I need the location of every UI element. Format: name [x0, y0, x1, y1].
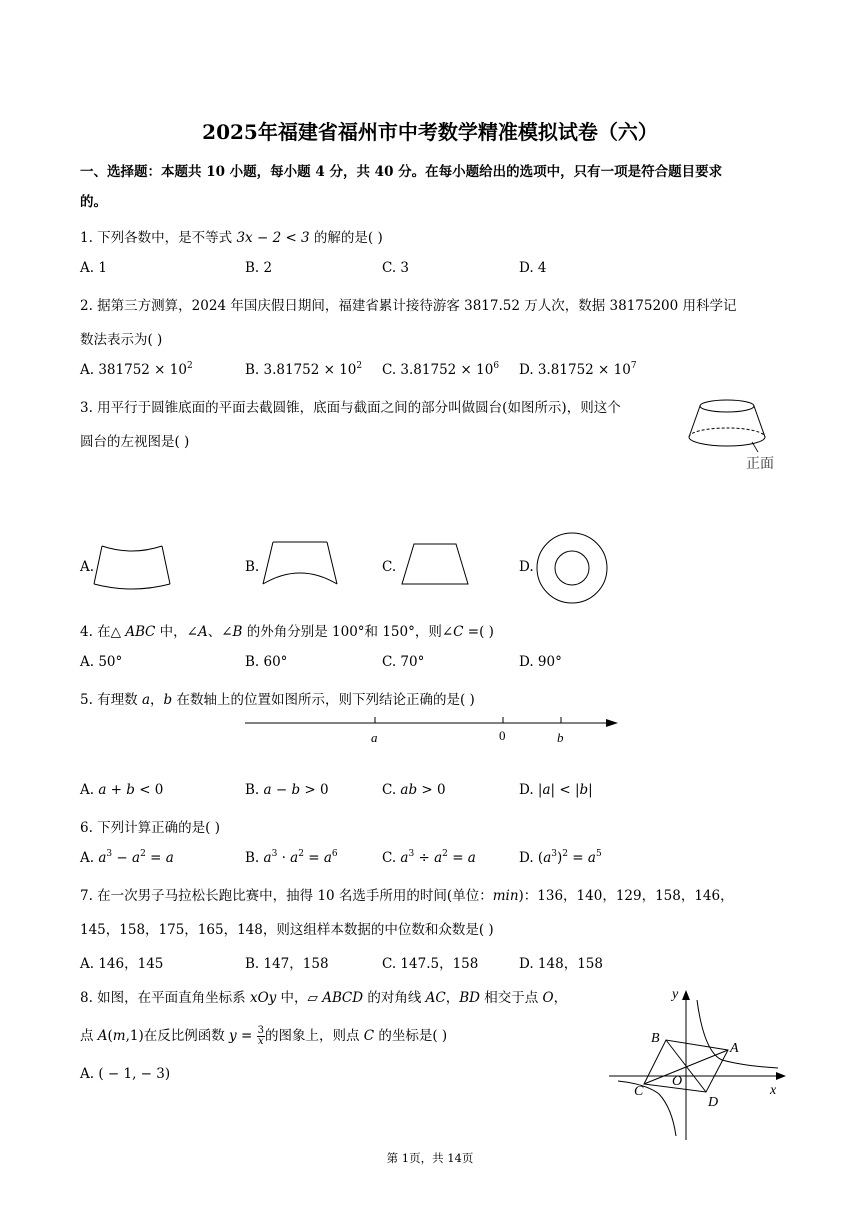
q5-option-a[interactable]: A. 𝑎 + 𝑏 < 0: [80, 782, 164, 798]
x-axis-label: x: [770, 1083, 777, 1098]
q3-option-b[interactable]: B.: [245, 559, 260, 575]
section-heading-cont: 的。: [80, 194, 107, 210]
question-5-stem: 5. 有理数 𝑎，𝑏 在数轴上的位置如图所示，则下列结论正确的是( ): [80, 692, 475, 708]
axis-label-zero: 0: [499, 728, 506, 743]
question-2-stem-cont: 数法表示为( ): [80, 332, 163, 348]
question-4-stem: 4. 在△ 𝐴𝐵𝐶 中，∠𝐴、∠𝐵 的外角分别是 100°和 150°，则∠𝐶 =( ): [80, 624, 494, 640]
q3-option-d[interactable]: D.: [519, 559, 534, 575]
q3-option-a[interactable]: A.: [80, 559, 95, 575]
fraction: $\frac{3}{\text{𝑥}}$: [257, 1025, 264, 1047]
inequality: 3𝑥 − 2 < 3: [236, 230, 310, 246]
question-7-stem-cont: 145，158，175，165，148，则这组样本数据的中位数和众数是( ): [80, 922, 494, 938]
q6-option-a[interactable]: A. 𝑎$^3$ − 𝑎$^2$ = 𝑎: [80, 849, 174, 866]
q4-option-b[interactable]: B. 60°: [245, 654, 288, 670]
q7-option-a[interactable]: A. 146，145: [80, 956, 164, 972]
q3-option-b-figure: [259, 534, 341, 594]
question-7-stem: 7. 在一次男子马拉松长跑比赛中，抽得 10 名选手所用的时间(单位：𝑚𝑖𝑛)：136，140，129，158，146，: [80, 888, 734, 904]
q4-option-d[interactable]: D. 90°: [519, 654, 562, 670]
q2-option-d[interactable]: D. $3.81752 \times 10^7$: [519, 361, 637, 378]
axis-label-a: a: [371, 730, 378, 745]
front-caption: 正面: [746, 457, 774, 472]
q8-option-a[interactable]: A. ( − 1, − 3): [80, 1066, 171, 1082]
q1-option-a[interactable]: A. 1: [80, 260, 107, 276]
q1-option-d[interactable]: D. 4: [519, 260, 547, 276]
q5-option-b[interactable]: B. 𝑎 − 𝑏 > 0: [245, 782, 329, 798]
q2-option-c[interactable]: C. $3.81752 \times 10^6$: [382, 361, 500, 378]
q4-option-c[interactable]: C. 70°: [382, 654, 425, 670]
page-title: 2025年福建省福州市中考数学精准模拟试卷（六）: [202, 120, 658, 144]
q2-option-b[interactable]: B. $3.81752 \times 10^2$: [245, 361, 363, 378]
q7-option-d[interactable]: D. 148，158: [519, 956, 603, 972]
q2-option-a[interactable]: A. $381752 \times 10^2$: [80, 361, 193, 378]
origin-label: O: [672, 1074, 683, 1089]
q3-option-d-figure: [534, 530, 610, 606]
section-heading: 一、选择题：本题共 10 小题，每小题 4 分，共 40 分。在每小题给出的选项中，只有一项是符合题目要求: [80, 164, 723, 180]
q5-option-d[interactable]: D. |𝑎| < |𝑏|: [519, 782, 593, 798]
question-3-stem-cont: 圆台的左视图是( ): [80, 434, 190, 450]
point-a-label: A: [730, 1041, 739, 1056]
point-d-label: D: [708, 1095, 719, 1110]
q5-option-c[interactable]: C. 𝑎𝑏 > 0: [382, 782, 446, 798]
question-2-stem: 2. 据第三方测算，2024 年国庆假日期间，福建省累计接待游客 3817.52 万人次，数据 38175200 用科学记: [80, 298, 737, 314]
number-line: [240, 710, 625, 750]
q4-option-a[interactable]: A. 50°: [80, 654, 123, 670]
coordinate-figure: [604, 982, 790, 1142]
question-6-stem: 6. 下列计算正确的是( ): [80, 820, 220, 836]
frustum-figure: [680, 394, 790, 474]
question-3-stem: 3. 用平行于圆锥底面的平面去截圆锥，底面与截面之间的部分叫做圆台(如图所示)，则这个: [80, 400, 621, 416]
y-axis-label: y: [672, 987, 679, 1002]
page-footer: 第 1页，共 14页: [386, 1151, 474, 1165]
q3-option-c[interactable]: C.: [382, 559, 397, 575]
q3-option-c-figure: [396, 534, 476, 594]
question-8-stem-cont: 点 𝐴(𝑚,1)在反比例函数 𝑦 = $\frac{3}{\text{𝑥}}$ 的图象上，则点 𝐶 的坐标是( ): [80, 1025, 448, 1047]
q1-option-c[interactable]: C. 3: [382, 260, 410, 276]
q7-option-c[interactable]: C. 147.5，158: [382, 956, 479, 972]
axis-label-b: b: [557, 730, 564, 745]
q1-option-b[interactable]: B. 2: [245, 260, 273, 276]
point-b-label: B: [651, 1031, 660, 1046]
point-c-label: C: [634, 1084, 644, 1099]
question-1-stem: 1. 下列各数中，是不等式 3𝑥 − 2 < 3 的解的是( ): [80, 230, 383, 246]
question-8-stem: 8. 如图，在平面直角坐标系 𝑥𝑂𝑦 中，▱ 𝐴𝐵𝐶𝐷 的对角线 𝐴𝐶，𝐵𝐷 相交于点 𝑂，: [80, 990, 568, 1006]
q6-option-b[interactable]: B. 𝑎$^3$ · 𝑎$^2$ = 𝑎$^6$: [245, 849, 338, 866]
q6-option-c[interactable]: C. 𝑎$^3$ ÷ 𝑎$^2$ = 𝑎: [382, 849, 476, 866]
q3-option-a-figure: [92, 534, 172, 594]
q7-option-b[interactable]: B. 147，158: [245, 956, 329, 972]
q6-option-d[interactable]: D. (𝑎$^3$)$^2$ = 𝑎$^5$: [519, 849, 602, 866]
